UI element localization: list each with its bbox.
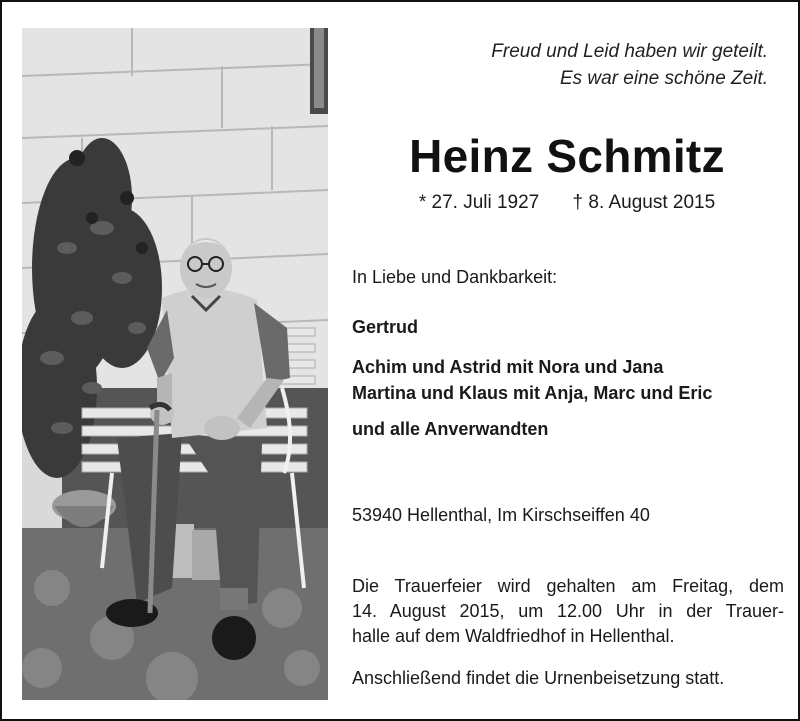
motto-quote [491,38,768,92]
dedication-intro: In Liebe und Dankbarkeit: [352,267,558,287]
spouse-name: Gertrud [352,317,419,337]
quote-line-2: Es war eine schöne Zeit. [559,68,768,89]
ceremony-line-3: halle auf dem Waldfriedhof in Hellenthal. [352,626,675,646]
deceased-name: Heinz Schmitz [409,130,725,182]
address: 53940 Hellenthal, Im Kirschseiffen 40 [352,505,650,525]
family-line-2: Martina und Klaus mit Anja, Marc und Eric [352,383,713,403]
ceremony-paragraph [352,574,784,649]
portrait-photo [22,28,328,700]
relatives-line: und alle Anverwandten [352,419,549,439]
birth-date: * 27. Juli 1927 [418,192,540,213]
death-date: † 8. August 2015 [572,192,716,213]
ceremony-line-1: Die Trauerfeier wird gehalten am Freitag, dem [352,576,784,596]
family-line-1: Achim und Astrid mit Nora und Jana [352,357,664,377]
burial-note: Anschließend findet die Urnenbeisetzung statt. [352,668,725,688]
life-dates [352,190,782,216]
quote-line-1: Freud und Leid haben wir geteilt. [491,41,768,62]
ceremony-line-2: 14. August 2015, um 12.00 Uhr in der Trauer- [352,601,784,621]
